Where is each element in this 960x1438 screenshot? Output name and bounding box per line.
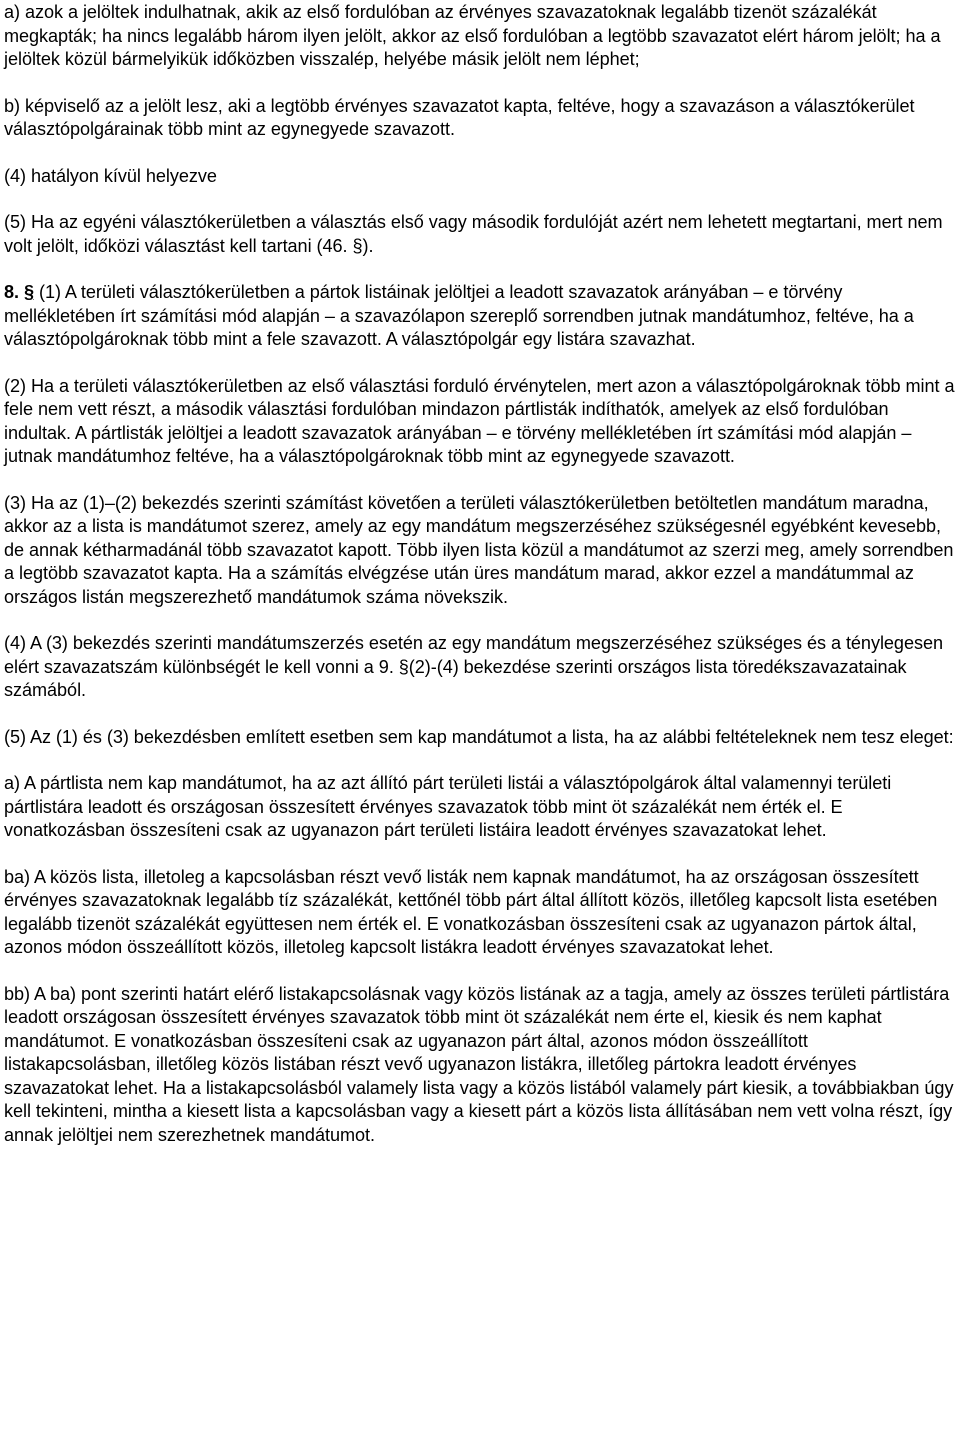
section-8-paragraph-3: (3) Ha az (1)–(2) bekezdés szerinti számítást követően a területi választókerületben betöltetlen mandátum maradna, akkor az a lista is mandátumot szerez, amely az egy mandátum megszerzéséhez szükségesnél egyébként kevesebb, de annak kétharmadánál több szavazatot kapott. Több ilyen lista közül a mandátumot az szerzi meg, amely sorrendben a legtöbb szavazatot kapta. Ha a számítás elvégzése után üres mandátum marad, akkor ezzel a mandátummal az országos listán megszerezhető mandátumok száma növekszik. — [4, 492, 954, 607]
section-sign-link[interactable]: § — [23, 282, 34, 302]
section-8-paragraph-4: (4) A (3) bekezdés szerinti mandátumszerzés esetén az egy mandátum megszerzéséhez szükséges és a ténylegesen elért szavazatszám különbségét le kell vonni a 9. §(2)-(4) bekezdése szerinti országos lista töredékszavazatainak számából. — [4, 633, 943, 700]
section-8-paragraph-2: (2) Ha a területi választókerületben az első választási forduló érvénytelen, mert azon a választópolgároknak több mint a fele nem vett részt, a második választási fordulóban mindazon pártlisták indíthatók, amelyek az első fordulóban indultak. A pártlisták jelöltjei a leadott szavazatok arányában – e törvény mellékletében írt számítási mód alapján – jutnak mandátumhoz feltéve, ha a választópolgároknak több mint az egynegyede szavazott. — [4, 375, 955, 466]
paragraph-4-repealed: (4) hatályon kívül helyezve — [4, 165, 217, 186]
section-number: 8. § — [4, 282, 34, 302]
paragraph-5-ba: ba) A közös lista, illetoleg a kapcsolásban részt vevő listák nem kapnak mandátumot, ha az országosan összesített érvényes szavazatoknak legalább tíz százalékát, kettőnél több párt által állított közös, illetőleg kapcsolt lista esetében legalább tizenöt százalékát együttesen nem érték el. E vonatkozásban összesíteni csak az ugyanazon pártok által, azonos módon összeállított közös, illetoleg kapcsolt listákra leadott érvényes szavazatokat lehet. — [4, 866, 938, 957]
section-8-paragraph-1 — [4, 281, 956, 352]
section-8-paragraph-1-text: (1) A területi választókerületben a pártok listáinak jelöltjei a leadott szavazatok arányában – e törvény mellékletében írt számítási mód alapján – a szavazólapon szereplő sorrendben jutnak mandátumhoz, feltéve, ha a választópolgároknak több mint a fele szavazott. A választópolgár egy listára szavazhat. — [4, 282, 914, 349]
section-8-paragraph-5: (5) Az (1) és (3) bekezdésben említett esetben sem kap mandátumot a lista, ha az alábbi feltételeknek nem tesz eleget: — [4, 726, 954, 747]
paragraph-5-bb: bb) A ba) pont szerinti határt elérő listakapcsolásnak vagy közös listának az a tagja, amely az összes területi pártlistára leadott országosan összesített érvényes szavazatok több mint öt százalékát nem érte el, kiesik és nem kaphat mandátumot. E vonatkozásban összesíteni csak az ugyanazon párt által, azonos módon összeállított listakapcsolásban, illetőleg közös listában részt vevő ugyanazon listákra, illetőleg pártokra leadott érvényes szavazatokat lehet. Ha a listakapcsolásból valamely lista vagy a közös listából valamely párt kiesik, a továbbiakban úgy kell tekinteni, mintha a kiesett lista a kapcsolásban vagy a kiesett párt a közös lista állításában nem vett volna részt, így annak jelöltjei nem szerezhetnek mandátumot. — [4, 983, 954, 1145]
paragraph-a: a) azok a jelöltek indulhatnak, akik az első fordulóban az érvényes szavazatoknak legalább tizenöt százalékát megkapták; ha nincs legalább három ilyen jelölt, akkor az első fordulóban a legtöbb szavazatot elért három jelölt; ha a jelöltek közül bármelyikük időközben visszalép, helyébe másik jelölt nem léphet; — [4, 2, 941, 69]
paragraph-5-interim-election: (5) Ha az egyéni választókerületben a választás első vagy második fordulóját azért nem lehetett megtartani, mert nem volt jelölt, időközi választást kell tartani (46. §). — [4, 212, 943, 256]
paragraph-5-a: a) A pártlista nem kap mandátumot, ha az azt állító párt területi listái a választópolgárok által valamennyi területi pártlistára leadott és országosan összesített érvényes szavazatok több mint öt százalékát nem érték el. E vonatkozásban összesíteni csak az ugyanazon párt területi listáira leadott érvényes szavazatokat lehet. — [4, 773, 892, 840]
paragraph-b: b) képviselő az a jelölt lesz, aki a legtöbb érvényes szavazatot kapta, feltéve, hogy a szavazáson a választókerület választópolgárainak több mint az egynegyede szavazott. — [4, 95, 915, 139]
